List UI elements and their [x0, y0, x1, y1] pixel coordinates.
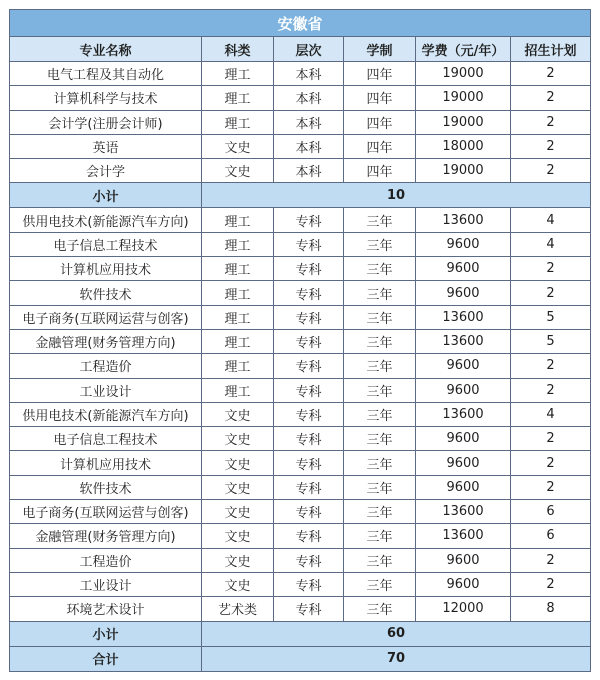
category-cell: 文史 — [202, 451, 274, 475]
level-cell: 专科 — [274, 378, 344, 402]
level-cell: 专科 — [274, 257, 344, 281]
major-cell: 电子信息工程技术 — [10, 232, 202, 256]
header-duration: 学制 — [344, 37, 416, 62]
table-row — [10, 208, 591, 232]
tuition-cell: 19000 — [416, 62, 511, 86]
category-cell: 文史 — [202, 134, 274, 158]
duration-cell: 三年 — [344, 548, 416, 572]
level-cell: 专科 — [274, 354, 344, 378]
duration-cell: 三年 — [344, 354, 416, 378]
level-cell: 专科 — [274, 597, 344, 621]
major-cell: 会计学 — [10, 159, 202, 183]
quota-cell: 2 — [511, 451, 591, 475]
level-cell: 专科 — [274, 208, 344, 232]
category-cell: 理工 — [202, 329, 274, 353]
level-cell: 本科 — [274, 62, 344, 86]
major-cell: 电子商务(互联网运营与创客) — [10, 500, 202, 524]
duration-cell: 四年 — [344, 86, 416, 110]
header-tuition: 学费（元/年） — [416, 37, 511, 62]
level-cell: 本科 — [274, 110, 344, 134]
quota-cell: 2 — [511, 378, 591, 402]
major-cell: 金融管理(财务管理方向) — [10, 329, 202, 353]
duration-cell: 四年 — [344, 159, 416, 183]
total-value: 70 — [202, 646, 591, 671]
table-row — [10, 354, 591, 378]
major-cell: 工业设计 — [10, 378, 202, 402]
header-quota: 招生计划 — [511, 37, 591, 62]
category-cell: 文史 — [202, 500, 274, 524]
major-cell: 计算机应用技术 — [10, 451, 202, 475]
tuition-cell: 9600 — [416, 232, 511, 256]
header-major: 专业名称 — [10, 37, 202, 62]
table-row — [10, 427, 591, 451]
quota-cell: 8 — [511, 597, 591, 621]
duration-cell: 四年 — [344, 62, 416, 86]
category-cell: 理工 — [202, 208, 274, 232]
tuition-cell: 9600 — [416, 451, 511, 475]
major-cell: 工程造价 — [10, 354, 202, 378]
quota-cell: 2 — [511, 475, 591, 499]
quota-cell: 2 — [511, 548, 591, 572]
table-row — [10, 62, 591, 86]
category-cell: 文史 — [202, 524, 274, 548]
tuition-cell: 13600 — [416, 524, 511, 548]
major-cell: 英语 — [10, 134, 202, 158]
level-cell: 专科 — [274, 402, 344, 426]
table-row — [10, 451, 591, 475]
duration-cell: 三年 — [344, 427, 416, 451]
category-cell: 理工 — [202, 257, 274, 281]
quota-cell: 6 — [511, 500, 591, 524]
category-cell: 理工 — [202, 86, 274, 110]
duration-cell: 三年 — [344, 378, 416, 402]
major-cell: 会计学(注册会计师) — [10, 110, 202, 134]
tuition-cell: 12000 — [416, 597, 511, 621]
major-cell: 软件技术 — [10, 281, 202, 305]
tuition-cell: 13600 — [416, 329, 511, 353]
category-cell: 文史 — [202, 427, 274, 451]
duration-cell: 三年 — [344, 597, 416, 621]
duration-cell: 三年 — [344, 305, 416, 329]
total-label: 合计 — [10, 646, 202, 671]
duration-cell: 三年 — [344, 451, 416, 475]
level-cell: 专科 — [274, 281, 344, 305]
major-cell: 金融管理(财务管理方向) — [10, 524, 202, 548]
duration-cell: 四年 — [344, 110, 416, 134]
quota-cell: 2 — [511, 159, 591, 183]
major-cell: 供用电技术(新能源汽车方向) — [10, 208, 202, 232]
tuition-cell: 13600 — [416, 305, 511, 329]
subtotal-label: 小计 — [10, 621, 202, 646]
table-row — [10, 305, 591, 329]
quota-cell: 2 — [511, 257, 591, 281]
tuition-cell: 9600 — [416, 427, 511, 451]
total-row — [10, 646, 591, 671]
tuition-cell: 19000 — [416, 86, 511, 110]
table-row — [10, 110, 591, 134]
category-cell: 文史 — [202, 548, 274, 572]
duration-cell: 三年 — [344, 500, 416, 524]
level-cell: 专科 — [274, 451, 344, 475]
duration-cell: 三年 — [344, 257, 416, 281]
table-row — [10, 86, 591, 110]
category-cell: 理工 — [202, 281, 274, 305]
category-cell: 文史 — [202, 475, 274, 499]
enrollment-plan-table-container — [9, 9, 590, 672]
duration-cell: 三年 — [344, 281, 416, 305]
table-row — [10, 378, 591, 402]
enrollment-plan-table — [9, 9, 591, 672]
table-row — [10, 232, 591, 256]
major-cell: 环境艺术设计 — [10, 597, 202, 621]
major-cell: 软件技术 — [10, 475, 202, 499]
subtotal-value: 60 — [202, 621, 591, 646]
category-cell: 理工 — [202, 62, 274, 86]
category-cell: 文史 — [202, 159, 274, 183]
tuition-cell: 9600 — [416, 257, 511, 281]
table-row — [10, 134, 591, 158]
level-cell: 专科 — [274, 524, 344, 548]
table-row — [10, 281, 591, 305]
tuition-cell: 13600 — [416, 208, 511, 232]
table-title: 安徽省 — [10, 10, 591, 37]
quota-cell: 2 — [511, 427, 591, 451]
category-cell: 艺术类 — [202, 597, 274, 621]
quota-cell: 5 — [511, 329, 591, 353]
quota-cell: 2 — [511, 62, 591, 86]
category-cell: 文史 — [202, 572, 274, 596]
category-cell: 理工 — [202, 378, 274, 402]
header-category: 科类 — [202, 37, 274, 62]
tuition-cell: 9600 — [416, 281, 511, 305]
header-row — [10, 37, 591, 62]
table-row — [10, 402, 591, 426]
tuition-cell: 9600 — [416, 548, 511, 572]
table-row — [10, 159, 591, 183]
tuition-cell: 9600 — [416, 354, 511, 378]
quota-cell: 2 — [511, 134, 591, 158]
major-cell: 供用电技术(新能源汽车方向) — [10, 402, 202, 426]
quota-cell: 6 — [511, 524, 591, 548]
level-cell: 本科 — [274, 86, 344, 110]
table-row — [10, 257, 591, 281]
quota-cell: 2 — [511, 572, 591, 596]
level-cell: 专科 — [274, 475, 344, 499]
major-cell: 电气工程及其自动化 — [10, 62, 202, 86]
level-cell: 本科 — [274, 134, 344, 158]
tuition-cell: 18000 — [416, 134, 511, 158]
category-cell: 理工 — [202, 305, 274, 329]
table-row — [10, 500, 591, 524]
major-cell: 工程造价 — [10, 548, 202, 572]
major-cell: 计算机应用技术 — [10, 257, 202, 281]
table-row — [10, 597, 591, 621]
level-cell: 专科 — [274, 427, 344, 451]
duration-cell: 三年 — [344, 329, 416, 353]
major-cell: 计算机科学与技术 — [10, 86, 202, 110]
level-cell: 本科 — [274, 159, 344, 183]
category-cell: 文史 — [202, 402, 274, 426]
duration-cell: 三年 — [344, 572, 416, 596]
level-cell: 专科 — [274, 329, 344, 353]
quota-cell: 2 — [511, 354, 591, 378]
category-cell: 理工 — [202, 354, 274, 378]
quota-cell: 2 — [511, 110, 591, 134]
quota-cell: 2 — [511, 86, 591, 110]
tuition-cell: 9600 — [416, 378, 511, 402]
table-row — [10, 572, 591, 596]
tuition-cell: 13600 — [416, 402, 511, 426]
duration-cell: 三年 — [344, 232, 416, 256]
table-row — [10, 329, 591, 353]
level-cell: 专科 — [274, 572, 344, 596]
tuition-cell: 9600 — [416, 572, 511, 596]
tuition-cell: 19000 — [416, 159, 511, 183]
duration-cell: 三年 — [344, 402, 416, 426]
quota-cell: 2 — [511, 281, 591, 305]
quota-cell: 4 — [511, 402, 591, 426]
level-cell: 专科 — [274, 305, 344, 329]
table-body — [10, 10, 591, 672]
table-row — [10, 548, 591, 572]
category-cell: 理工 — [202, 232, 274, 256]
tuition-cell: 9600 — [416, 475, 511, 499]
subtotal-label: 小计 — [10, 183, 202, 208]
major-cell: 电子商务(互联网运营与创客) — [10, 305, 202, 329]
tuition-cell: 13600 — [416, 500, 511, 524]
subtotal-row — [10, 183, 591, 208]
header-level: 层次 — [274, 37, 344, 62]
category-cell: 理工 — [202, 110, 274, 134]
tuition-cell: 19000 — [416, 110, 511, 134]
quota-cell: 4 — [511, 232, 591, 256]
table-row — [10, 475, 591, 499]
duration-cell: 四年 — [344, 134, 416, 158]
quota-cell: 4 — [511, 208, 591, 232]
subtotal-value: 10 — [202, 183, 591, 208]
duration-cell: 三年 — [344, 475, 416, 499]
duration-cell: 三年 — [344, 208, 416, 232]
duration-cell: 三年 — [344, 524, 416, 548]
level-cell: 专科 — [274, 548, 344, 572]
subtotal-row — [10, 621, 591, 646]
major-cell: 电子信息工程技术 — [10, 427, 202, 451]
quota-cell: 5 — [511, 305, 591, 329]
table-row — [10, 524, 591, 548]
level-cell: 专科 — [274, 232, 344, 256]
title-row — [10, 10, 591, 37]
level-cell: 专科 — [274, 500, 344, 524]
major-cell: 工业设计 — [10, 572, 202, 596]
